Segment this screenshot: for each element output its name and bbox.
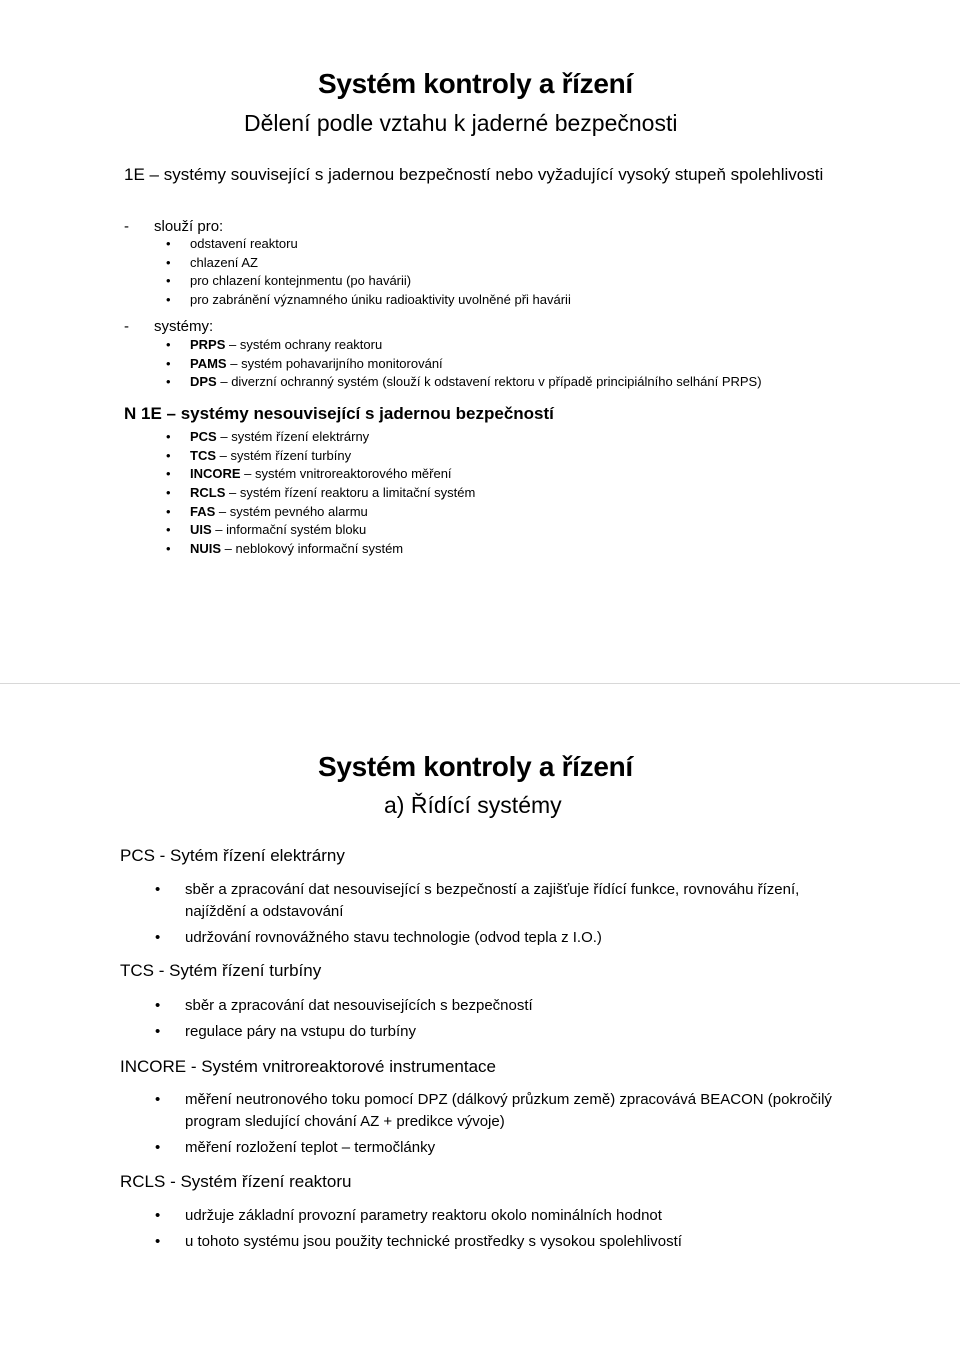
- bullet-icon: •: [155, 1023, 161, 1040]
- bullet-icon: •: [155, 1139, 161, 1156]
- list-item: • DPS – diverzní ochranný systém (slouží k odstavení rektoru v případě principiálního selhání PRPS): [166, 373, 762, 392]
- list-item: • sběr a zpracování dat nesouvisející s bezpečností a zajišťuje řídící funkce, rovnováhu řízení, najíždění a odstavování: [155, 881, 800, 920]
- section-list-incore: [155, 1089, 835, 1159]
- dash-marker: -: [124, 318, 129, 335]
- serves-list: [166, 235, 571, 310]
- section-list-pcs: [155, 879, 855, 949]
- bullet-icon: •: [155, 1091, 161, 1108]
- heading-1e: 1E – systémy související s jadernou bezpečností nebo vyžadující vysoký stupeň spolehlivosti: [124, 165, 824, 184]
- section-heading-rcls: RCLS - Systém řízení reaktoru: [120, 1172, 352, 1191]
- list-item: • měření rozložení teplot – termočlánky: [155, 1137, 835, 1159]
- list-item: • RCLS – systém řízení reaktoru a limitační systém: [166, 484, 475, 503]
- bullet-icon: •: [166, 337, 171, 352]
- list-item: • TCS – systém řízení turbíny: [166, 447, 475, 466]
- systems-label: [124, 318, 213, 335]
- list-item: • INCORE – systém vnitroreaktorového měření: [166, 465, 475, 484]
- heading-n1e: N 1E – systémy nesouvisející s jadernou bezpečností: [124, 404, 554, 423]
- slide1-title: Systém kontroly a řízení: [318, 68, 633, 99]
- bullet-icon: •: [166, 429, 171, 444]
- bullet-icon: •: [166, 447, 171, 463]
- bullet-icon: •: [155, 1233, 161, 1250]
- bullet-icon: •: [166, 292, 171, 308]
- slide2-subtitle: a) Řídící systémy: [384, 792, 562, 818]
- list-item: • PRPS – systém ochrany reaktoru: [166, 336, 762, 355]
- bullet-icon: •: [166, 254, 171, 270]
- list-item: • udržování rovnovážného stavu technologie (odvod tepla z I.O.): [155, 927, 855, 949]
- list-item: • PCS – systém řízení elektrárny: [166, 428, 475, 447]
- section-heading-tcs: TCS - Sytém řízení turbíny: [120, 961, 322, 980]
- systems-n1e-list: [166, 428, 475, 559]
- serves-label: [124, 218, 223, 235]
- slide-2: [0, 684, 960, 1367]
- list-item: • u tohoto systému jsou použity technické prostředky s vysokou spolehlivostí: [155, 1231, 682, 1253]
- list-item: • měření neutronového toku pomocí DPZ (dálkový průzkum země) zpracovává BEACON (pokročilý program sledující chování AZ + predikce vývoje): [155, 1091, 832, 1130]
- bullet-icon: •: [166, 466, 171, 482]
- bullet-icon: •: [166, 273, 171, 289]
- serves-label-text: slouží pro:: [154, 218, 224, 235]
- slide2-title: Systém kontroly a řízení: [318, 751, 633, 782]
- list-item: • FAS – systém pevného alarmu: [166, 503, 475, 522]
- bullet-icon: •: [166, 374, 171, 390]
- bullet-icon: •: [166, 236, 171, 251]
- bullet-icon: •: [155, 997, 161, 1014]
- list-item: • regulace páry na vstupu do turbíny: [155, 1021, 533, 1043]
- list-item: • sběr a zpracování dat nesouvisejících s bezpečností: [155, 995, 533, 1017]
- list-item: • pro zabránění významného úniku radioaktivity uvolněné při havárii: [166, 291, 571, 310]
- section-heading-pcs: PCS - Sytém řízení elektrárny: [120, 846, 345, 865]
- bullet-icon: •: [166, 503, 171, 519]
- bullet-icon: •: [166, 355, 171, 371]
- systems-label-text: systémy:: [154, 318, 214, 335]
- list-item: • UIS – informační systém bloku: [166, 521, 475, 540]
- list-item: • odstavení reaktoru: [166, 235, 571, 254]
- section-list-rcls: [155, 1205, 682, 1253]
- section-list-tcs: [155, 995, 533, 1043]
- bullet-icon: •: [155, 1207, 161, 1224]
- bullet-icon: •: [155, 881, 161, 898]
- dash-marker: -: [124, 218, 129, 235]
- list-item: • chlazení AZ: [166, 254, 571, 273]
- list-item: • udržuje základní provozní parametry reaktoru okolo nominálních hodnot: [155, 1205, 682, 1227]
- bullet-icon: •: [155, 929, 161, 946]
- list-item: • NUIS – neblokový informační systém: [166, 540, 475, 559]
- section-heading-incore: INCORE - Systém vnitroreaktorové instrumentace: [120, 1057, 497, 1076]
- list-item: • pro chlazení kontejnmentu (po havárii): [166, 272, 571, 291]
- slide1-subtitle: Dělení podle vztahu k jaderné bezpečnosti: [244, 110, 678, 136]
- bullet-icon: •: [166, 541, 171, 557]
- bullet-icon: •: [166, 485, 171, 501]
- systems-1e-list: [166, 336, 762, 392]
- slide-1: [0, 0, 960, 683]
- list-item: • PAMS – systém pohavarijního monitorování: [166, 355, 762, 374]
- bullet-icon: •: [166, 522, 171, 538]
